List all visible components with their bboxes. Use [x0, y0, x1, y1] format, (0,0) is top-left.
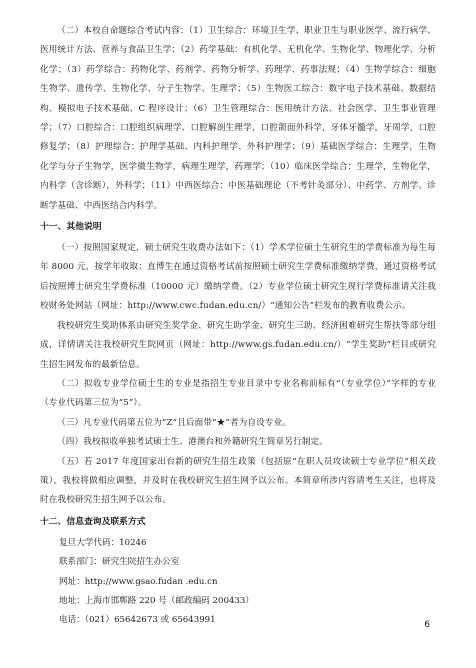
- page-number: 6: [424, 620, 430, 630]
- section-12-heading: 十二、信息查询及联系方式: [40, 516, 146, 527]
- contact-phone: 电话：（021）65642673 或 65643991: [59, 615, 216, 626]
- contact-website: 网址：http://www.gsao.fudan .edu.cn: [59, 576, 218, 587]
- contact-code: 复旦大学代码：10246: [59, 537, 147, 548]
- fees-paragraph: （一）按照国家规定，硕士研究生收费办法如下：（1）学术学位硕士生研究生的学费标准为每生每年 8000 元，按学年收取；直博生在通过资格考试前按照硕士研究生学费标准缴纳学费，通过资格考试后按照博士研究生学费标准（10000 元）缴纳学费。（2）专业学位硕士研究生现行学费标准请关注我校财务处网站（网址：http://www.cwc.fudan.edu.cn/）“通知公告”栏发布的教育收费公示。: [40, 243, 436, 312]
- scholarship-paragraph: 我校研究生奖助体系由研究生奖学金、研究生助学金、研究生三助、经济困难研究生帮扶等部分组成，详情请关注我校研究生院网页（网址：http://www.gs.fudan.edu.cn/）“学生奖助”栏目或研究生招生网发布的最新信息。: [40, 320, 436, 370]
- contact-address: 地址：上海市邯郸路 220 号（邮政编码 200433）: [59, 595, 254, 606]
- contact-department: 联系部门：研究生院招生办公室: [59, 557, 180, 568]
- section-11-heading: 十一、其他说明: [40, 222, 102, 233]
- policy-adjustment-paragraph: （五）若 2017 年度国家出台新的研究生招生政策（包括原“在职人员攻读硕士专业学位”相关政策），我校将做相应调整，并及时在我校研究生招生网予以公布。本简章所涉内容请考生关注，也将及时在我校研究生招生网予以公布。: [40, 456, 436, 506]
- self-set-major-paragraph: （三）凡专业代码第五位为“Z”且后面带“★”者为自设专业。: [57, 417, 292, 428]
- separate-admission-paragraph: （四）我校拟收单独考试硕士生、港澳台和外籍研究生简章另行制定。: [57, 437, 329, 448]
- professional-degree-paragraph: （二）拟收专业学位硕士生的专业是指招生专业目录中专业名称前标有“（专业学位）”字样的专业（专业代码第三位为“5”）。: [40, 378, 436, 409]
- exam-subjects-paragraph: （二）本校自命题综合考试内容：（1）卫生综合：环境卫生学、职业卫生与职业医学、流行病学、医用统计方法、营养与食品卫生学；（2）药学基础：有机化学、无机化学、生物化学、物理化学、分析化学；（3）药学综合：药物化学、药剂学、药物分析学、药理学、药事法规；（4）生物学综合：细胞生物学、遗传学、生物化学、分子生物学、生理学；（5）生物医工综合：数字电子技术基础、数据结构、模拟电子技术基础、C 程序设计；（6）卫生管理综合：医用统计方法、社会医学、卫生事业管理学；（7）口腔综合：口腔组织病理学、口腔解剖生理学，口腔颌面外科学，牙体牙髓学，牙周学，口腔修复学；（8）护理综合：护理学基础、内科护理学、外科护理学；（9）基础医学综合：生理学，生物化学与分子生物学，医学微生物学，病理生理学，药理学；（10）临床医学综合：生理学，生物化学，内科学（含诊断），外科学；（11）中西医综合：中医基础理论（不考针灸部分）、中药学、方剂学、诊断学基础、中西医结合内科学。: [40, 26, 436, 211]
